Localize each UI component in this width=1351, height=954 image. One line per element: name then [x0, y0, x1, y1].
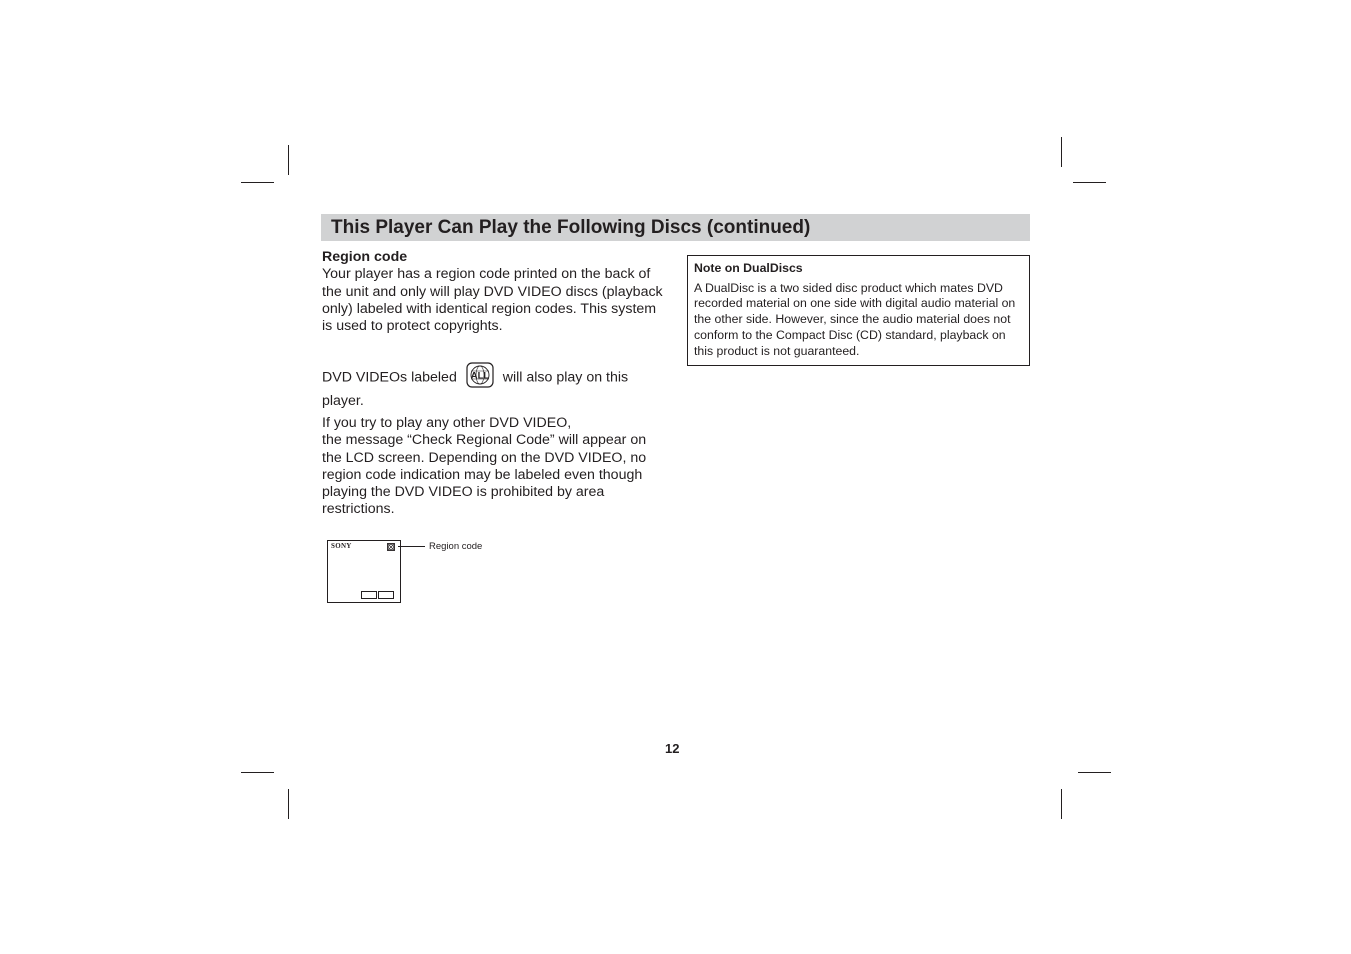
all-region-text-before: DVD VIDEOs labeled [322, 369, 457, 386]
all-region-text-after: will also play on this player. [322, 369, 629, 410]
player-back-diagram [327, 540, 401, 603]
callout-leader-line [398, 546, 425, 547]
page-number: 12 [665, 741, 680, 756]
crop-mark [1061, 137, 1062, 167]
crop-mark [241, 182, 274, 183]
crop-mark [1078, 772, 1111, 773]
region-code-callout: Region code [429, 541, 483, 552]
crop-mark [288, 145, 289, 175]
all-region-paragraph [322, 362, 667, 411]
region-code-paragraph: Your player has a region code printed on the back of the unit and only will play DVD VIDEO discs (playback only) labeled with identical region codes. This system is used to protect copyrights. [322, 266, 663, 335]
crop-mark [241, 772, 274, 773]
connector-box [361, 591, 377, 599]
all-mark-label: ALL [470, 370, 490, 382]
crop-mark [1073, 182, 1106, 183]
crop-mark [1061, 789, 1062, 819]
region-code-heading: Region code [322, 249, 408, 265]
page-title: This Player Can Play the Following Discs (continued) [331, 217, 811, 238]
region-code-icon [387, 543, 395, 551]
all-region-mark-icon [466, 362, 494, 393]
other-dvd-line1: If you try to play any other DVD VIDEO, [322, 415, 572, 431]
note-title: Note on DualDiscs [694, 261, 803, 275]
dualdisc-note-box [687, 255, 1030, 366]
section-title-bar [321, 214, 1030, 241]
other-dvd-text: the message “Check Regional Code” will appear on the LCD screen. Depending on the DVD VIDEO, no region code indication may be labeled even though playing the DVD VIDEO is prohibited by area restrictions. [322, 432, 647, 518]
brand-logo: SONY [331, 542, 352, 550]
region-code-section [322, 249, 667, 335]
crop-mark [288, 789, 289, 819]
other-dvd-paragraph [322, 415, 667, 519]
connector-box [378, 591, 394, 599]
note-text: A DualDisc is a two sided disc product which mates DVD recorded material on one side with digital audio material on the other side. However, since the audio material does not conform to the Compact Disc (CD) standard, playback on this product is not guaranteed. [694, 280, 1016, 358]
